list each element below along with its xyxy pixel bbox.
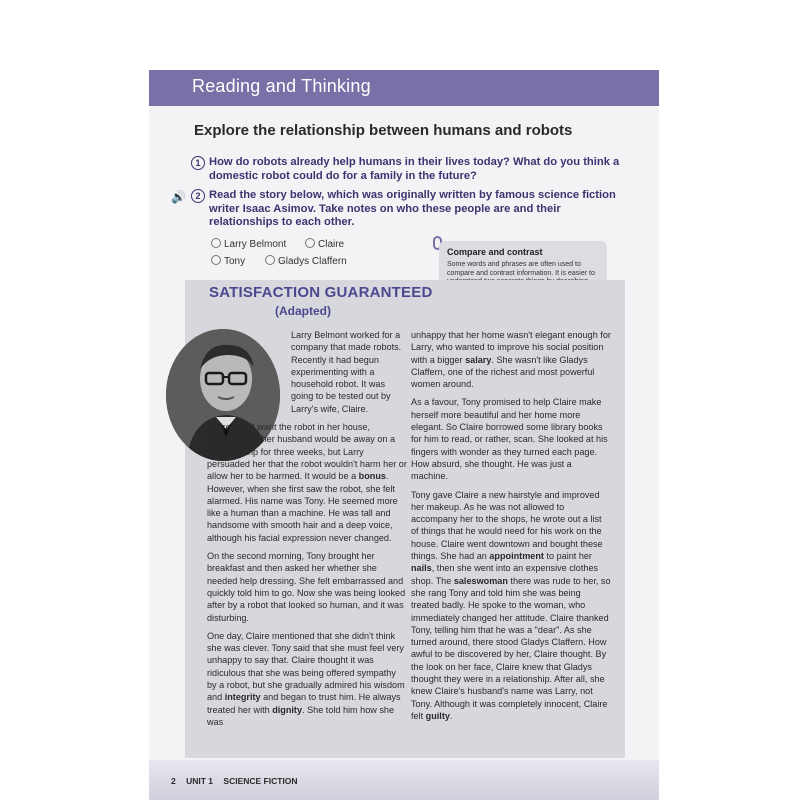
keyword: guilty <box>425 710 450 721</box>
story-column-1 <box>207 329 407 734</box>
text-run: Tony gave Claire a new hairstyle and improved her makeup. As he was not allowed to accompany her to the shops, he wrote out a list of things that he would need for his work on the house. Claire went downtown and bought these things. She had an <box>411 489 603 562</box>
story-paragraph <box>411 489 611 723</box>
question-text: How do robots already help humans in their lives today? What do you think a domestic robot could do for a family in the future? <box>209 156 620 182</box>
story-paragraph <box>207 421 407 544</box>
page-number: 2 <box>171 776 176 786</box>
story-paragraph: On the second morning, Tony brought her breakfast and then asked her whether she needed help dressing. She felt embarrassed and quickly told him to go. Now she was being looked after by a robot that looked so human, and it was disturbing. <box>207 551 406 623</box>
story-column-2 <box>411 329 611 728</box>
keyword: bonus <box>358 471 386 482</box>
story-paragraph <box>411 329 611 390</box>
option-tony[interactable]: Tony <box>211 255 245 267</box>
text-run: . <box>449 710 453 721</box>
keyword: salary <box>465 354 492 365</box>
text-run: . However, when she first saw the robot, she felt alarmed. His name was Tony. He seemed more like a human than a machine. He was tall and handsome with smooth hair and a deep voice, although his facial expression never changed. <box>207 471 398 543</box>
speaker-icon[interactable]: 🔊 <box>171 190 186 204</box>
keyword: appointment <box>489 551 544 562</box>
question-text: Read the story below, which was originally written by famous science fiction writer Isaac Asimov. Take notes on who these people are and their relationships to each other. <box>209 189 616 228</box>
note-title: Compare and contrast <box>447 247 543 257</box>
text-run: . She wasn't like Gladys Claffern, one of the richest and most powerful women around. <box>411 354 595 390</box>
text-run: . She told him how she was <box>207 704 395 727</box>
story-subtitle: (Adapted) <box>275 304 331 318</box>
unit-label: UNIT 1 <box>186 776 214 786</box>
text-run: One day, Claire mentioned that she didn't think she was clever. Tony said that she must feel very unhappy to say that. Claire thought it was ridiculous that she was being offered sympathy by a robot, but she gradually admired his wisdom and <box>207 630 405 703</box>
story-panel <box>185 280 625 758</box>
keyword: integrity <box>224 692 261 703</box>
keyword: saleswoman <box>453 575 508 586</box>
option-larry-belmont[interactable]: Larry Belmont <box>211 238 286 250</box>
option-gladys-claffern[interactable]: Gladys Claffern <box>265 255 347 267</box>
text-run: to paint her <box>543 551 592 562</box>
story-paragraph: As a favour, Tony promised to help Claire make herself more beautiful and her home more elegant. So Claire borrowed some library books for him to read, or rather, scan. She looked at his fingers with wonder as they turned each page. How absurd, she thought. He was just a machine. <box>411 397 608 482</box>
text-run: , then she went into an expensive clothes shop. The <box>411 563 599 586</box>
text-run: and began to trust him. He always treated her with <box>207 692 401 715</box>
story-title: SATISFACTION GUARANTEED <box>209 284 433 301</box>
keyword: nails <box>411 563 432 574</box>
note-body: Some words and phrases are often used to compare and contrast information. It is easier to <box>447 261 595 277</box>
text-run: there was rude to her, so she rang Tony and told him she was being treated badly. He spoke to the woman, who immediately changed her attitude. Claire thanked Tony, telling him that he was a "dear". As she turned around, there stood Gladys Claffern. How awful to be discovered by her, Claire thought. By the look on her face, Claire knew that Gladys thought they were in a relationship. After all, she knew Claire's husband's name was Larry, not Tony. Although it was completely innocent, Claire felt <box>411 575 611 721</box>
page-footer <box>171 776 298 786</box>
story-paragraph: Larry Belmont worked for a company that made robots. Recently it had begun experimenting with a household robot. It was going to be tested out by Larry's wife, Claire. <box>291 330 402 414</box>
text-run: Claire didn't want the robot in her house, especially as her husband would be away on a business trip for three weeks, but Larry persuaded her that the robot wouldn't harm her or allow her to be harmed. It would be a <box>207 422 407 482</box>
textbook-page <box>149 70 659 800</box>
section-banner <box>149 70 659 106</box>
story-paragraph <box>207 630 407 728</box>
question-number: 1 <box>191 156 205 170</box>
option-claire[interactable]: Claire <box>305 238 344 250</box>
banner-title: Reading and Thinking <box>192 76 371 96</box>
section-heading: Explore the relationship between humans and robots <box>194 122 573 139</box>
text-run: unhappy that her home wasn't elegant enough for Larry, who wanted to improve his social position with a bigger <box>411 330 611 365</box>
keyword: dignity <box>272 704 303 715</box>
unit-title: SCIENCE FICTION <box>223 776 298 786</box>
question-number: 2 <box>191 189 205 203</box>
